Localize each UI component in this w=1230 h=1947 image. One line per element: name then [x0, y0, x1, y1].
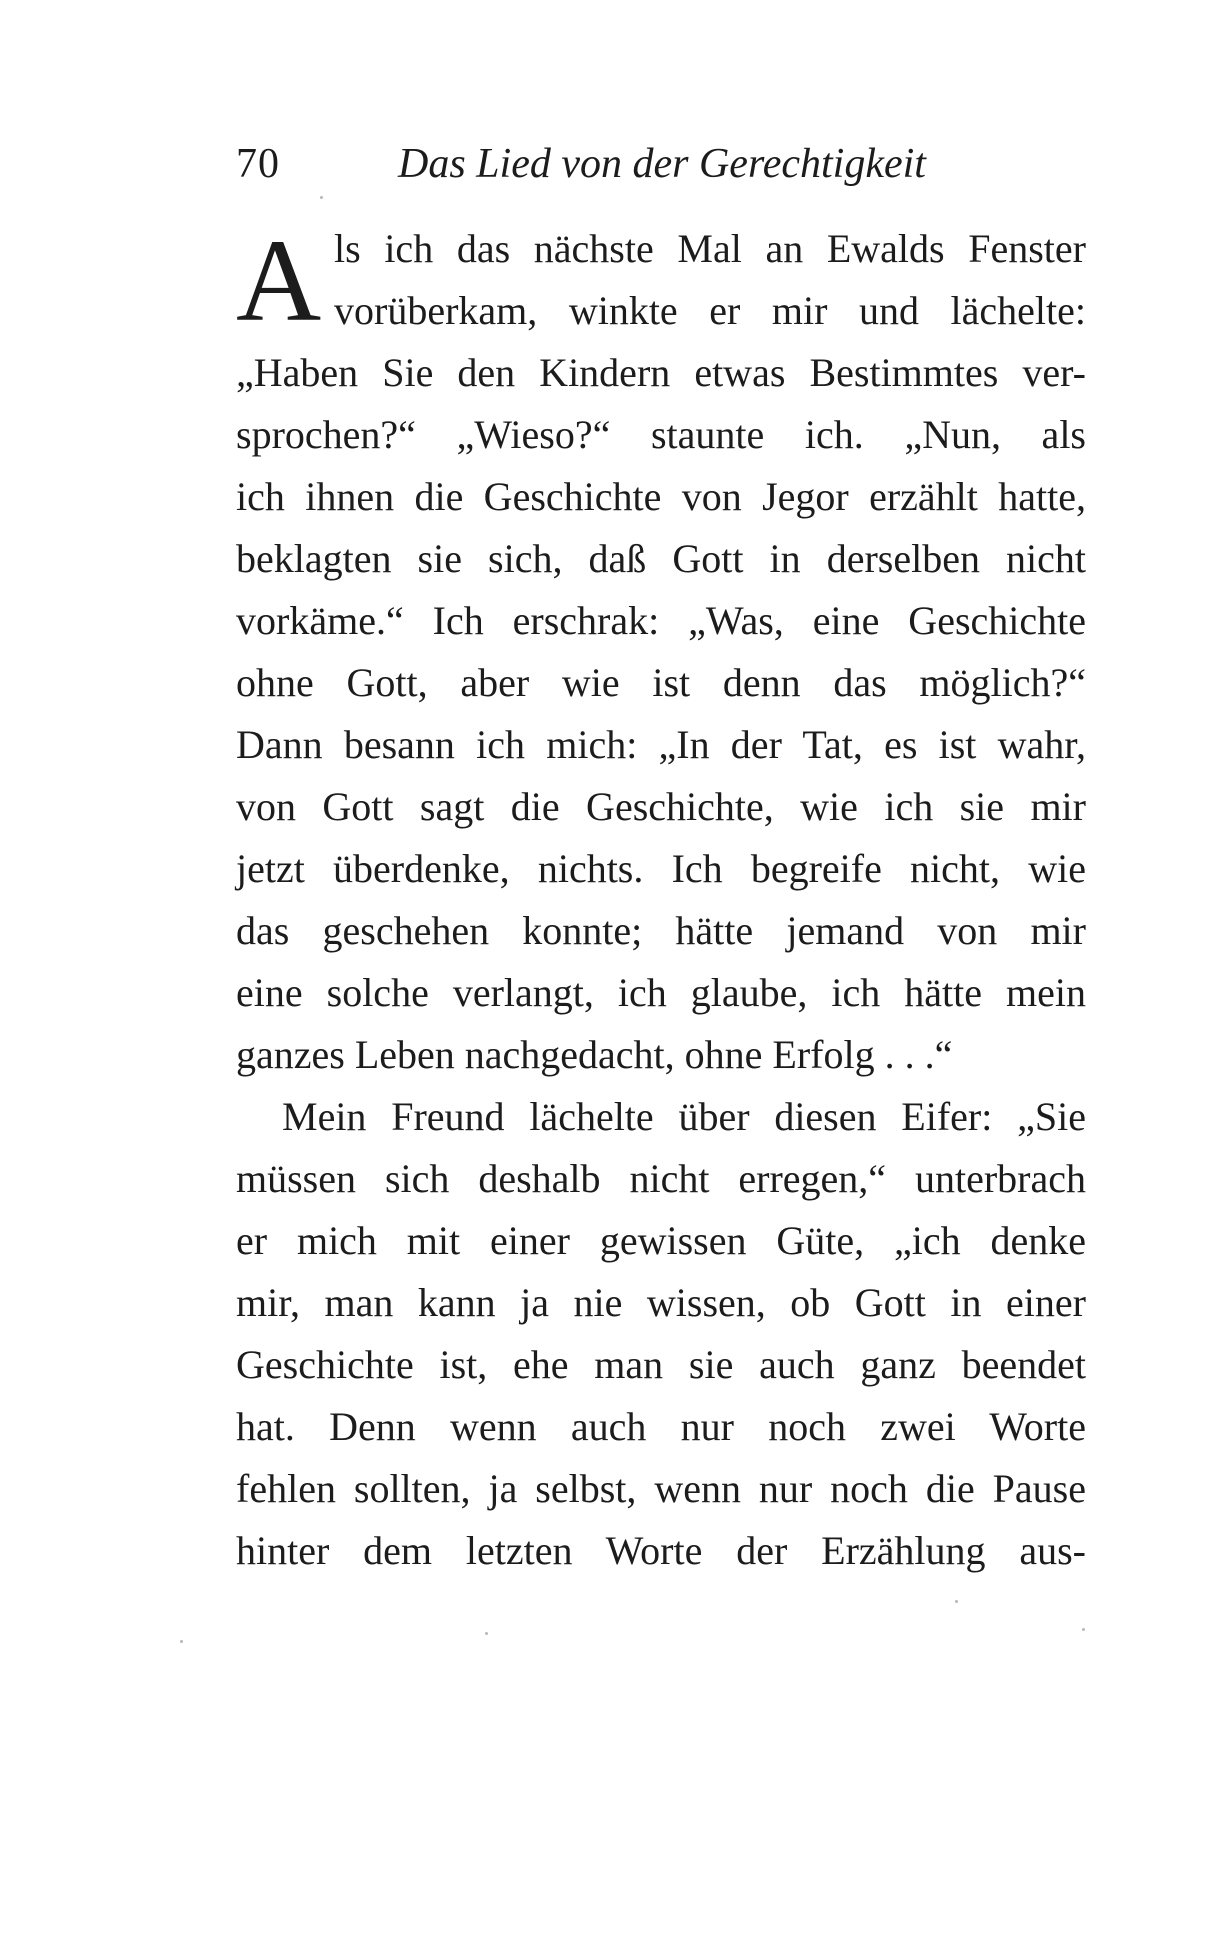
text-line: ich ihnen die Geschichte von Jegor erzählt hatte, [236, 474, 1086, 519]
drop-cap: A [236, 215, 322, 346]
text-line: sprochen?“ „Wieso?“ staunte ich. „Nun, als [236, 412, 1086, 457]
text-line: vorkäme.“ Ich erschrak: „Was, eine Geschichte [236, 598, 1086, 643]
paper-speck [485, 1632, 488, 1635]
body-text [236, 215, 1086, 1582]
text-line: beklagten sie sich, daß Gott in derselben nicht [236, 536, 1086, 581]
text-line: von Gott sagt die Geschichte, wie ich sie mir [236, 784, 1086, 829]
text-line: vorüberkam, winkte er mir und lächelte: [334, 288, 1086, 333]
text-line: Geschichte ist, ehe man sie auch ganz beendet [236, 1342, 1086, 1387]
page-number: 70 [236, 141, 280, 187]
text-line: ganzes Leben nachgedacht, ohne Erfolg . . .“ [236, 1032, 953, 1077]
text-line: hinter dem letzten Worte der Erzählung aus- [236, 1528, 1086, 1573]
text-line: eine solche verlangt, ich glaube, ich hätte mein [236, 970, 1086, 1015]
paper-speck [955, 1600, 958, 1603]
paper-speck [1082, 1628, 1085, 1631]
text-line: hat. Denn wenn auch nur noch zwei Worte [236, 1404, 1086, 1449]
text-line: Mein Freund lächelte über diesen Eifer: „Sie [282, 1094, 1086, 1139]
text-line: fehlen sollten, ja selbst, wenn nur noch die Pause [236, 1466, 1086, 1511]
text-line: „Haben Sie den Kindern etwas Bestimmtes ver- [236, 350, 1086, 395]
text-line: müssen sich deshalb nicht erregen,“ unterbrach [236, 1156, 1086, 1201]
text-line: das geschehen konnte; hätte jemand von mir [236, 908, 1086, 953]
text-line: Dann besann ich mich: „In der Tat, es ist wahr, [236, 722, 1086, 767]
running-title: Das Lied von der Gerechtigkeit [398, 141, 926, 187]
running-head [236, 136, 1086, 192]
text-line: ls ich das nächste Mal an Ewalds Fenster [334, 226, 1086, 271]
text-line: ohne Gott, aber wie ist denn das möglich?“ [236, 660, 1086, 705]
text-line: jetzt überdenke, nichts. Ich begreife nicht, wie [236, 846, 1086, 891]
text-line: mir, man kann ja nie wissen, ob Gott in einer [236, 1280, 1086, 1325]
paper-speck [320, 196, 323, 199]
text-line: er mich mit einer gewissen Güte, „ich denke [236, 1218, 1086, 1263]
paper-speck [180, 1640, 183, 1643]
